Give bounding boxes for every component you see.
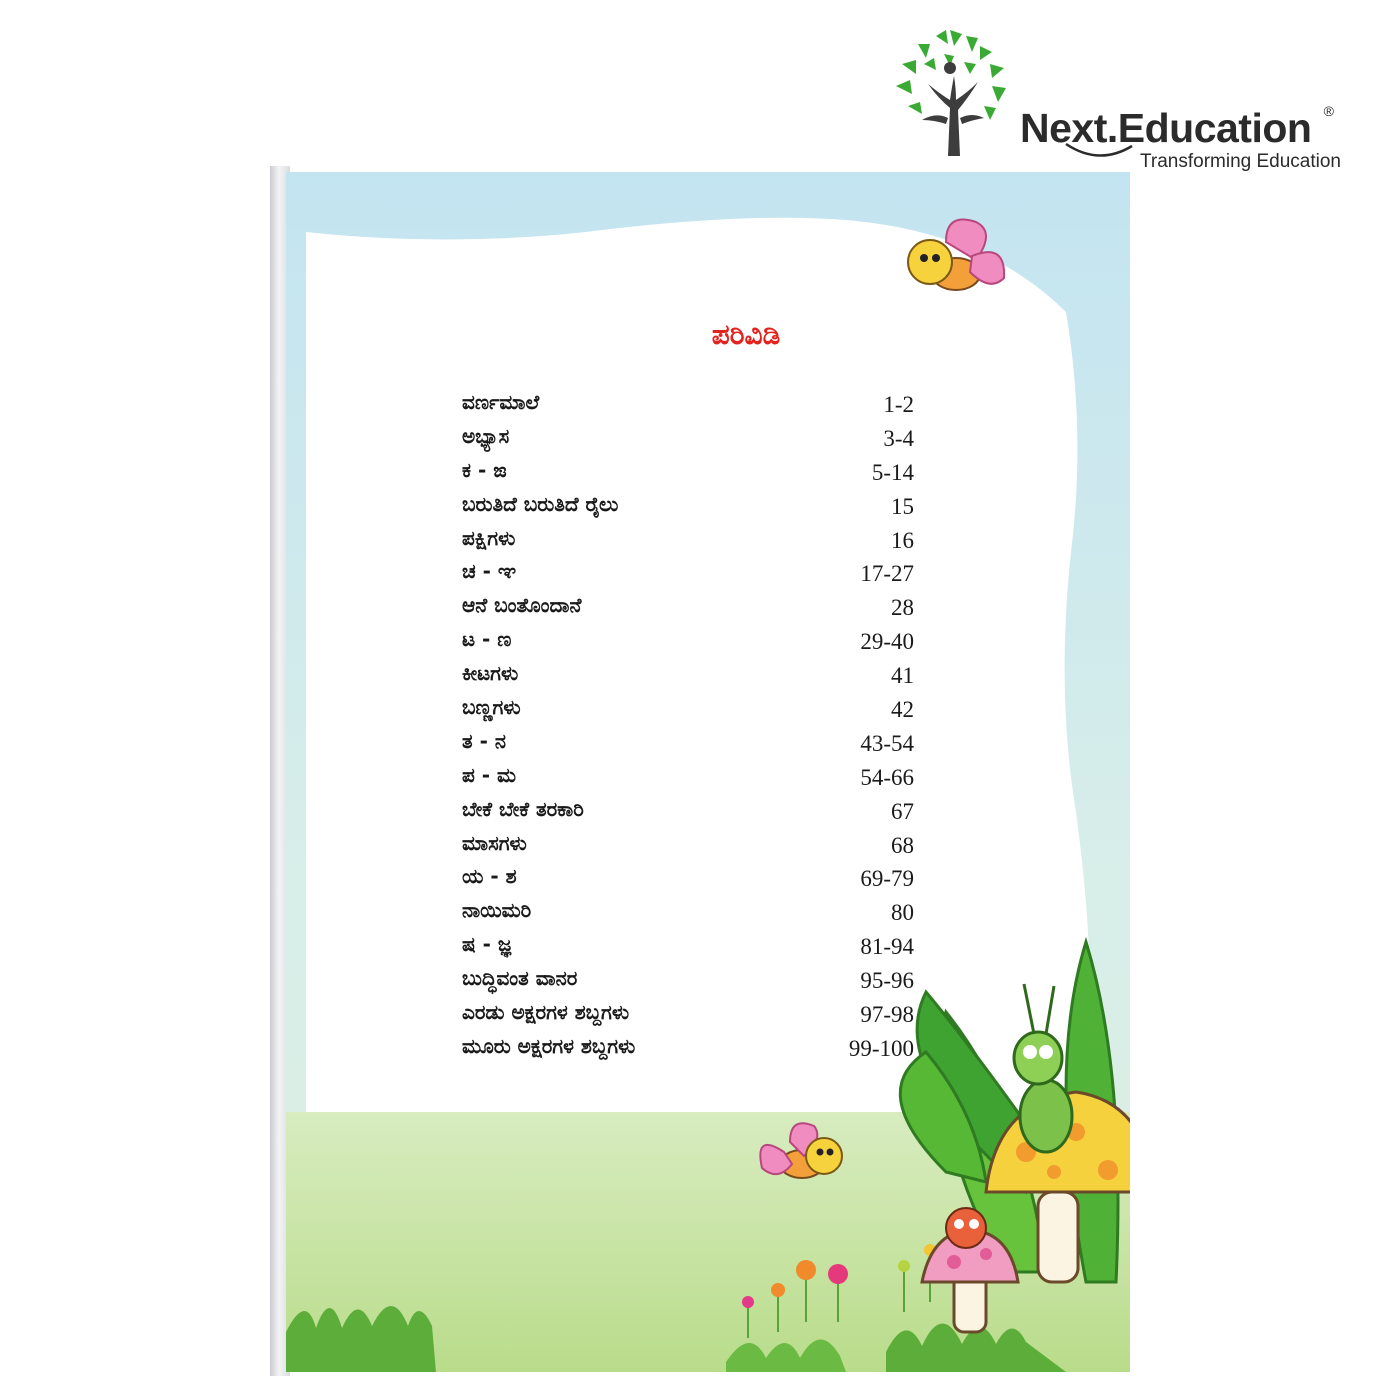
toc-entry-title: ಮೂರು ಅಕ್ಷರಗಳ ಶಬ್ದಗಳು [462, 1033, 636, 1058]
toc-entry-pages: 97-98 [860, 1002, 914, 1028]
toc-entry-title: ಬುದ್ಧಿವಂತ ವಾನರ [462, 966, 578, 991]
toc-entry [462, 458, 914, 492]
toc-entry-title: ಎರಡು ಅಕ್ಷರಗಳ ಶಬ್ದಗಳು [462, 1000, 630, 1025]
toc-entry-pages: 67 [891, 798, 914, 824]
toc-entry-pages: 43-54 [860, 730, 914, 756]
toc-entry-title: ಕೀಟಗಳು [462, 661, 519, 686]
toc-entry-pages: 15 [891, 493, 914, 519]
toc-entry-title: ಮಾಸಗಳು [462, 830, 527, 855]
toc-entry-title: ಬೇಕೆ ಬೇಕೆ ತರಕಾರಿ [462, 796, 584, 821]
toc-entry-title: ಯ - ಶ [462, 864, 517, 889]
table-of-contents [462, 390, 914, 1068]
toc-entry [462, 695, 914, 729]
toc-entry-pages: 99-100 [848, 1035, 914, 1061]
toc-entry [462, 627, 914, 661]
contents-title: ಪರಿವಿಡಿ [711, 318, 781, 351]
toc-entry [462, 966, 914, 1000]
smile-swoosh-icon [1064, 140, 1134, 162]
toc-entry-title: ತ - ನ [462, 728, 506, 753]
toc-entry-pages: 5-14 [871, 459, 914, 485]
toc-entry [462, 1000, 914, 1034]
toc-entry-title: ವರ್ಣಮಾಲೆ [462, 390, 540, 414]
toc-entry [462, 1034, 914, 1068]
registered-mark: ® [1323, 103, 1334, 119]
toc-entry [462, 559, 914, 593]
toc-entry-title: ನಾಯಿಮರಿ [462, 898, 532, 923]
toc-entry-pages: 29-40 [860, 629, 914, 655]
toc-entry-title: ಕ - ಙ [462, 457, 507, 482]
toc-entry [462, 864, 914, 898]
toc-entry-pages: 69-79 [860, 866, 914, 892]
brand-name-text: Next.Education [1020, 105, 1312, 151]
toc-entry-pages: 81-94 [860, 934, 914, 960]
tree-logo-icon [888, 28, 1018, 158]
toc-entry [462, 797, 914, 831]
toc-entry-title: ಬರುತಿದೆ ಬರುತಿದೆ ರೈಲು [462, 491, 619, 516]
toc-entry-title: ಚ - ಞ [462, 559, 517, 584]
toc-entry-pages: 68 [891, 832, 914, 858]
toc-entry-pages: 3-4 [883, 425, 914, 451]
toc-entry-pages: 80 [891, 900, 914, 926]
brand-tagline: Transforming Education [1140, 151, 1342, 172]
toc-entry-title: ಬಣ್ಣಗಳು [462, 695, 521, 720]
toc-entry [462, 932, 914, 966]
toc-entry [462, 424, 914, 458]
toc-entry-pages: 54-66 [860, 764, 914, 790]
toc-entry [462, 390, 914, 424]
toc-entry-title: ಟ - ಣ [462, 627, 512, 652]
toc-entry [462, 526, 914, 560]
toc-entry [462, 593, 914, 627]
toc-entry-pages: 1-2 [883, 392, 914, 417]
toc-entry-pages: 42 [891, 697, 914, 723]
toc-entry [462, 661, 914, 695]
toc-entry [462, 898, 914, 932]
toc-entry [462, 831, 914, 865]
toc-entry [462, 492, 914, 526]
book-contents-page [286, 172, 1130, 1372]
next-education-logo [888, 28, 1368, 172]
toc-entry-title: ಅಭ್ಯಾಸ [462, 423, 510, 448]
toc-entry-pages: 16 [891, 527, 914, 553]
toc-entry [462, 729, 914, 763]
toc-entry-pages: 41 [891, 663, 914, 689]
toc-entry-title: ಪಕ್ಷಿಗಳು [462, 525, 516, 550]
toc-entry-pages: 95-96 [860, 968, 914, 994]
toc-entry-title: ಆನೆ ಬಂತೊಂದಾನೆ [462, 593, 582, 618]
toc-entry-pages: 17-27 [860, 561, 914, 587]
toc-entry-title: ಪ - ಮ [462, 762, 517, 787]
toc-entry [462, 763, 914, 797]
toc-entry-pages: 28 [891, 595, 914, 621]
toc-entry-title: ಷ - ಜ್ಞ [462, 932, 512, 957]
